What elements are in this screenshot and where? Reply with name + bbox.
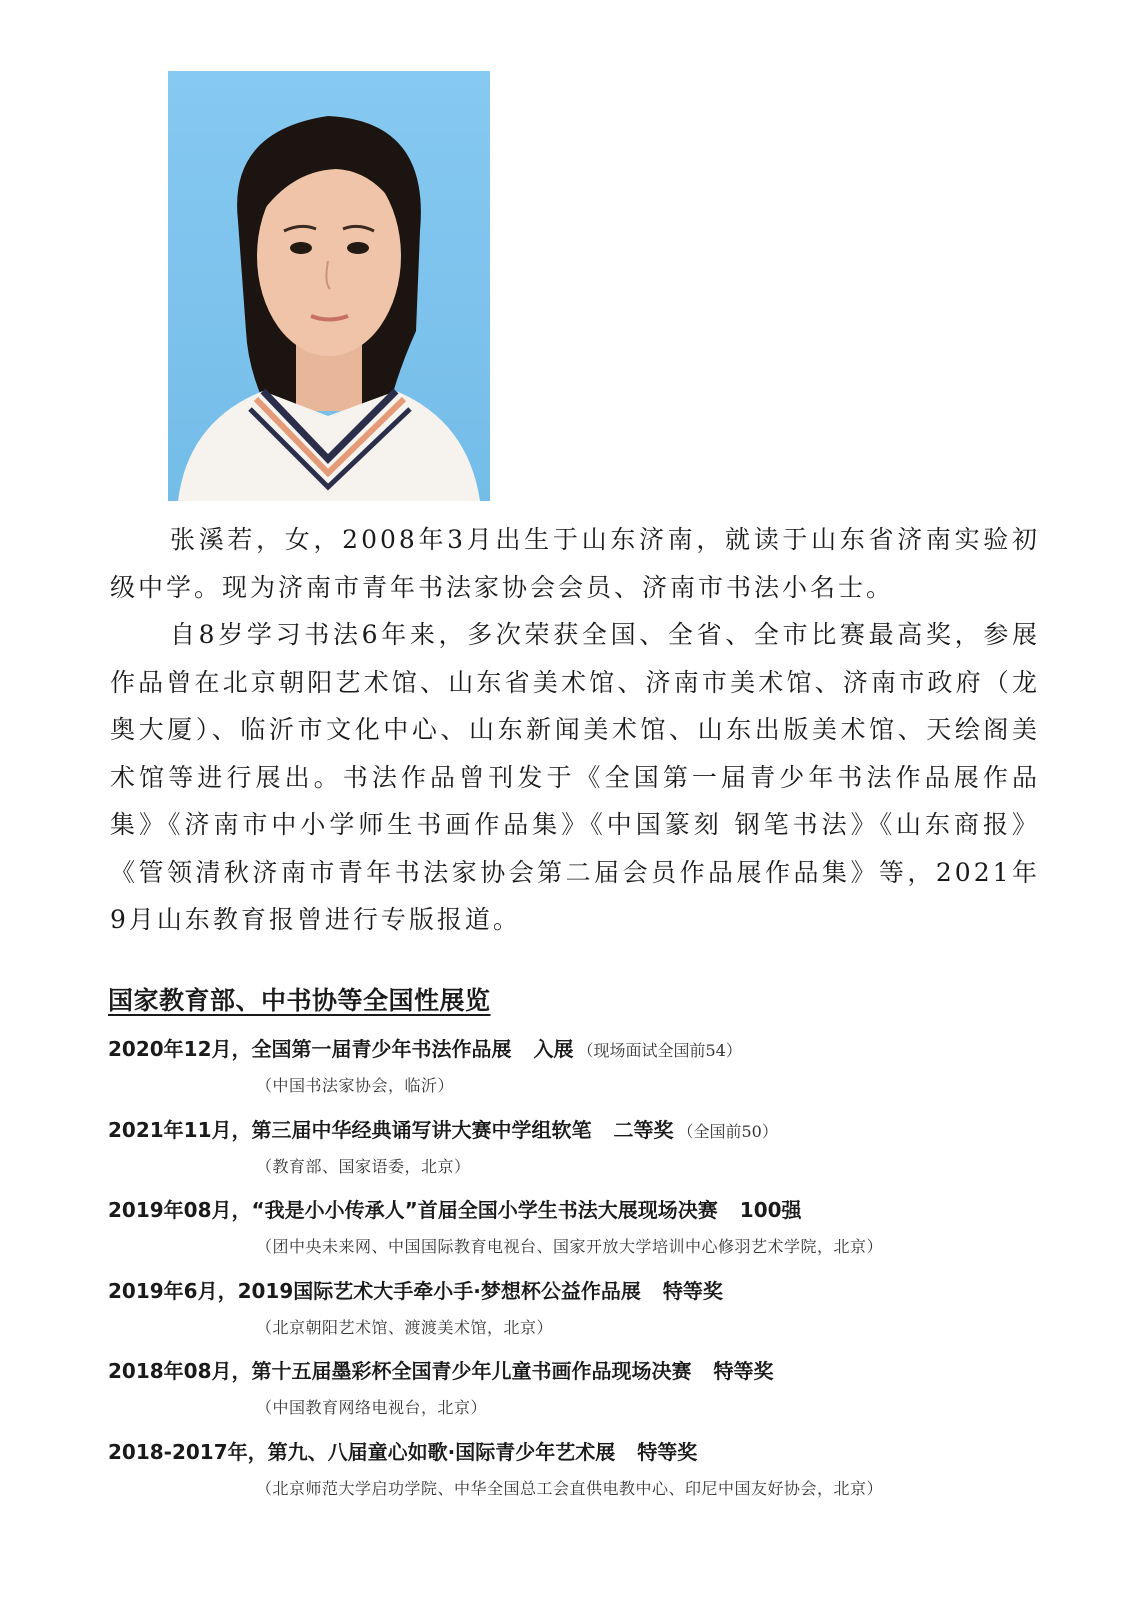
award-organizer: （中国教育网络电视台，北京） — [256, 1398, 488, 1417]
award-result: 特等奖 — [713, 1359, 774, 1383]
award-result: 二等奖 — [613, 1117, 674, 1142]
award-organizer: （北京朝阳艺术馆、渡渡美术馆，北京） — [256, 1317, 554, 1337]
award-item — [108, 1113, 1058, 1194]
award-event: 第三届中华经典诵写讲大赛中学组软笔 — [251, 1117, 592, 1142]
award-line — [108, 1193, 1058, 1227]
award-result: 100强 — [739, 1198, 802, 1222]
award-event: 第十五届墨彩杯全国青少年儿童书画作品现场决赛 — [251, 1359, 692, 1383]
portrait-photo — [168, 71, 490, 501]
award-result: 特等奖 — [637, 1439, 698, 1464]
award-item — [108, 1435, 1058, 1516]
award-result: 特等奖 — [662, 1278, 723, 1303]
award-organizer: （中国书法家协会，临沂） — [256, 1076, 455, 1095]
award-line — [108, 1354, 1058, 1388]
award-line — [108, 1435, 1058, 1469]
award-note: （全国前50） — [677, 1121, 778, 1141]
award-line — [108, 1032, 1058, 1066]
award-date: 2021年11月， — [108, 1117, 252, 1142]
award-date: 2018年08月， — [108, 1359, 252, 1383]
bio-paragraph-achievements: 自8岁学习书法6年来，多次荣获全国、全省、全市比赛最高奖，参展作品曾在北京朝阳艺术馆、山东省美术馆、济南市美术馆、济南市政府（龙奥大厦）、临沂市文化中心、山东新闻美术馆、山东出版美术馆、天绘阁美术馆等进行展出。书法作品曾刊发于《全国第一届青少年书法作品展作品集》《济南市中小学师生书画作品集》《中国篆刻 钢笔书法》《山东商报》《管领清秋济南市青年书法家协会第二届会员作品展作品集》等，2021年9月山东教育报曾进行专版报道。 — [110, 620, 1040, 934]
biography — [110, 516, 1040, 944]
section-title: 国家教育部、中书协等全国性展览 — [108, 986, 491, 1015]
award-date: 2019年08月， — [108, 1198, 252, 1222]
award-organizer: （北京师范大学启功学院、中华全国总工会直供电教中心、印尼中国友好协会，北京） — [256, 1478, 884, 1498]
award-date: 2019年6月， — [108, 1278, 238, 1303]
bio-paragraph-intro: 张溪若，女，2008年3月出生于山东济南，就读于山东省济南实验初级中学。现为济南市青年书法家协会会员、济南市书法小名士。 — [110, 525, 1040, 602]
award-item — [108, 1193, 1058, 1274]
award-event: “我是小小传承人”首届全国小学生书法大展现场决赛 — [251, 1198, 718, 1222]
award-result: 入展 — [533, 1037, 574, 1061]
award-note: （现场面试全国前54） — [577, 1041, 742, 1060]
award-date: 2018-2017年， — [108, 1439, 268, 1464]
awards-list — [108, 1032, 1058, 1515]
award-organizer: （团中央未来网、中国国际教育电视台、国家开放大学培训中心修羽艺术学院，北京） — [256, 1237, 884, 1256]
award-event: 第九、八届童心如歌·国际青少年艺术展 — [267, 1439, 616, 1464]
award-item — [108, 1274, 1058, 1355]
award-event: 2019国际艺术大手牵小手·梦想杯公益作品展 — [237, 1278, 641, 1303]
award-line — [108, 1274, 1058, 1308]
portrait-illustration — [168, 71, 490, 501]
award-event: 全国第一届青少年书法作品展 — [251, 1037, 512, 1061]
award-item — [108, 1354, 1058, 1435]
award-organizer: （教育部、国家语委，北京） — [256, 1156, 471, 1176]
award-line — [108, 1113, 1058, 1147]
award-date: 2020年12月， — [108, 1037, 252, 1061]
award-item — [108, 1032, 1058, 1113]
